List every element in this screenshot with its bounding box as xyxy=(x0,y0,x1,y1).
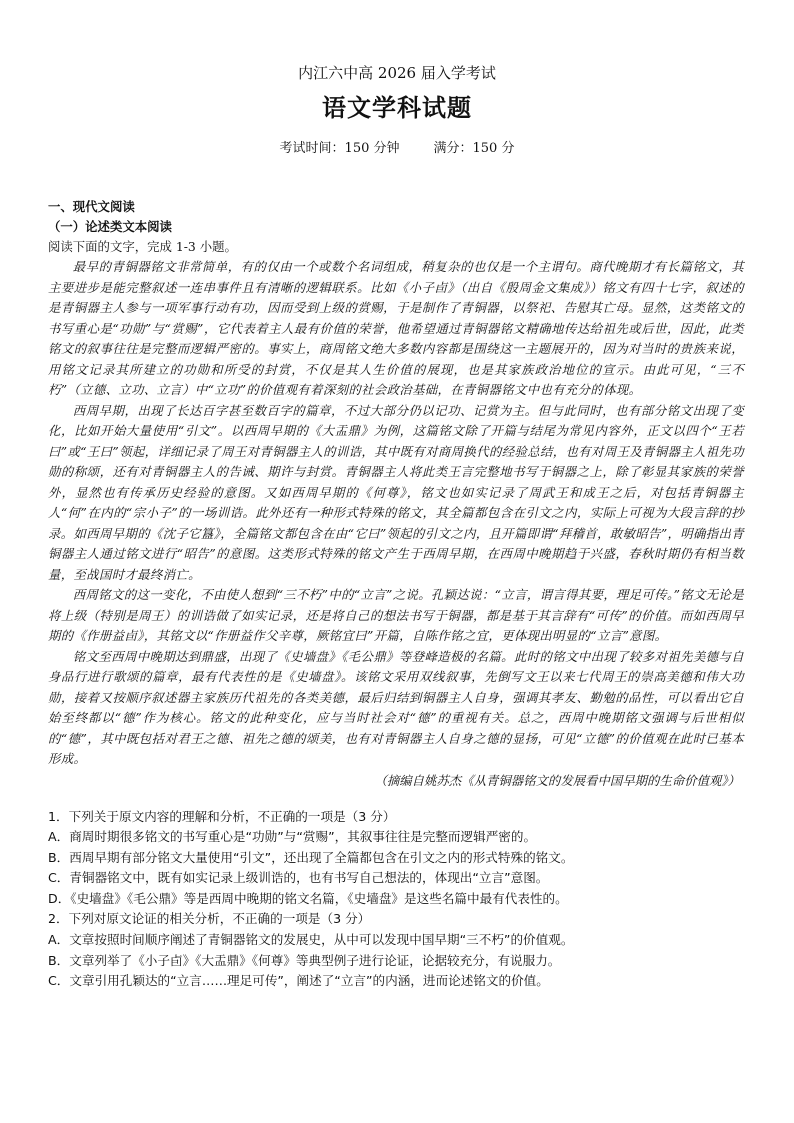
time-label: 考试时间：150 分钟 xyxy=(279,141,400,156)
question-1-option-c: C．青铜器铭文中，既有如实记录上级训诰的，也有书写自己想法的，体现出“立言”意图。 xyxy=(48,870,549,886)
question-1-option-d: D．《史墙盘》《毛公鼎》等是西周中晚期的铭文名篇，《史墙盘》是这些名篇中最有代表性的。 xyxy=(48,890,568,906)
passage-paragraph-4: 铭文至西周中晚期达到鼎盛，出现了《史墙盘》《毛公鼎》等登峰造极的名篇。此时的铭文中出现了较多对祖先美德与自身品行进行歌颂的篇章，最有代表性的是《史墙盘》。该铭文采用双线叙事，先倒写文王以来七代周王的崇高美德和伟大功勋，接着又按顺序叙述器主家族历代祖先的各类美德，最后归结到铜器主人自身，强调其孝友、勤勉的品性，可以看出它自始至终都以“德”作为核心。铭文的此种变化，应与当时社会对“德”的重视有关。总之，西周中晚期铭文强调与后世相似的“德”，其中既包括对君王之德、祖先之德的颂美，也有对青铜器主人自身之德的显扬，可见“立德”的价值观在此时已基本形成。 xyxy=(48,648,744,766)
passage-paragraph-2: 西周早期，出现了长达百字甚至数百字的篇章，不过大部分仍以记功、记赏为主。但与此同时，也有部分铭文出现了变化，比如开始大量使用“引文”。以西周早期的《大盂鼎》为例，这篇铭文除了开篇与结尾为常见内容外，正文以四个“王若曰”或“王曰”领起，详细记录了周王对青铜器主人的训诰，其中既有对商周换代的经验总结，也有对周王及青铜器主人祖先功勋的称颂，还有对青铜器主人的告诫、期许与封赏。青铜器主人将此类王言完整地书写于铜器之上，除了彰显其家族的荣誉外，显然也有传承历史经验的意图。又如西周早期的《何尊》，铭文也如实记录了周武王和成王之后，对包括青铜器主人“何”在内的“宗小子”的一场训诰。此外还有一种形式特殊的铭文，其全篇都包含在引文之内，实际上可视为大段言辞的抄录。如西周早期的《沈子它簋》，全篇铭文都包含在由“它曰”领起的引文之内，且开篇即谓“拜稽首，敢敏昭告”，明确指出青铜器主人通过铭文进行“昭告”的意图。这类形式特殊的铭文产生于西周早期，在西周中晚期趋于兴盛，春秋时期仍有相当数量，至战国时才最终消亡。 xyxy=(48,402,744,582)
exam-name: 内江六中高 2026 届入学考试 xyxy=(298,64,496,82)
exam-info xyxy=(0,137,794,156)
question-1-option-a: A．商周时期很多铭文的书写重心是“功勋”与“赏赐”，其叙事往往是完整而逻辑严密的。 xyxy=(48,829,537,845)
subject-title: 语文学科试题 xyxy=(322,93,472,122)
question-2-option-b: B．文章列举了《小子卣》《大盂鼎》《何尊》等典型例子进行论证，论据较充分，有说服力。 xyxy=(48,952,561,968)
passage-source: （摘编自姚苏杰《从青铜器铭文的发展看中国早期的生命价值观》） xyxy=(374,772,740,788)
question-2-option-a: A．文章按照时间顺序阐述了青铜器铭文的发展史，从中可以发现中国早期“三不朽”的价值观。 xyxy=(48,932,574,948)
question-2-stem: 2．下列对原文论证的相关分析，不正确的一项是（3 分） xyxy=(48,911,371,927)
score-label: 满分：150 分 xyxy=(433,141,515,156)
instruction: 阅读下面的文字，完成 1-3 小题。 xyxy=(48,239,237,254)
passage-paragraph-1: 最早的青铜器铭文非常简单，有的仅由一个或数个名词组成，稍复杂的也仅是一个主谓句。商代晚期才有长篇铭文，其主要进步是能完整叙述一连串事件且有清晰的逻辑联系。比如《小子卣》（出自《殷周金文集成》）铭文有四十七字，叙述的是青铜器主人参与一项军事行动有功，因而受到上级的赏赐，于是制作了青铜器，以祭祀、告慰其亡母。显然，这类铭文的书写重心是“功勋”与“赏赐”，它代表着主人最有价值的荣誉，他希望通过青铜器铭文精确地传达给祖先或后世，因此，此类铭文的叙事往往是完整而逻辑严密的。事实上，商周铭文绝大多数内容都是围绕这一主题展开的，因为对当时的贵族来说，用铭文记录其所建立的功勋和所受的封赏，不仅是其人生价值的展现，也是其家族政治地位的宣示。由此可见，“三不朽”（立德、立功、立言）中“立功”的价值观有着深刻的社会政治基础，在青铜器铭文中也有充分的体现。 xyxy=(48,259,744,397)
section-title: 一、现代文阅读 xyxy=(48,199,135,214)
question-1-stem: 1．下列关于原文内容的理解和分析，不正确的一项是（3 分） xyxy=(48,808,396,824)
question-2-option-c: C．文章引用孔颖达的“立言……理足可传”，阐述了“立言”的内涵，进而论述铭文的价值。 xyxy=(48,973,549,989)
question-1-option-b: B．西周早期有部分铭文大量使用“引文”，还出现了全篇都包含在引文之内的形式特殊的铭文。 xyxy=(48,849,574,865)
exam-body xyxy=(48,197,744,992)
subsection-title: （一）论述类文本阅读 xyxy=(48,219,172,234)
passage-paragraph-3: 西周铭文的这一变化，不由使人想到“三不朽”中的“立言”之说。孔颖达说：“立言，谓言得其要，理足可传。”铭文无论是将上级（特别是周王）的训诰做了如实记录，还是将自己的想法书写于铜器，都是基于其言辞有“可传”的价值。而如西周早期的《作册益卣》，其铭文以“作册益作父辛尊，厥铭宜曰”开篇，自陈作铭之宜，更体现出明显的“立言”意图。 xyxy=(48,587,744,643)
